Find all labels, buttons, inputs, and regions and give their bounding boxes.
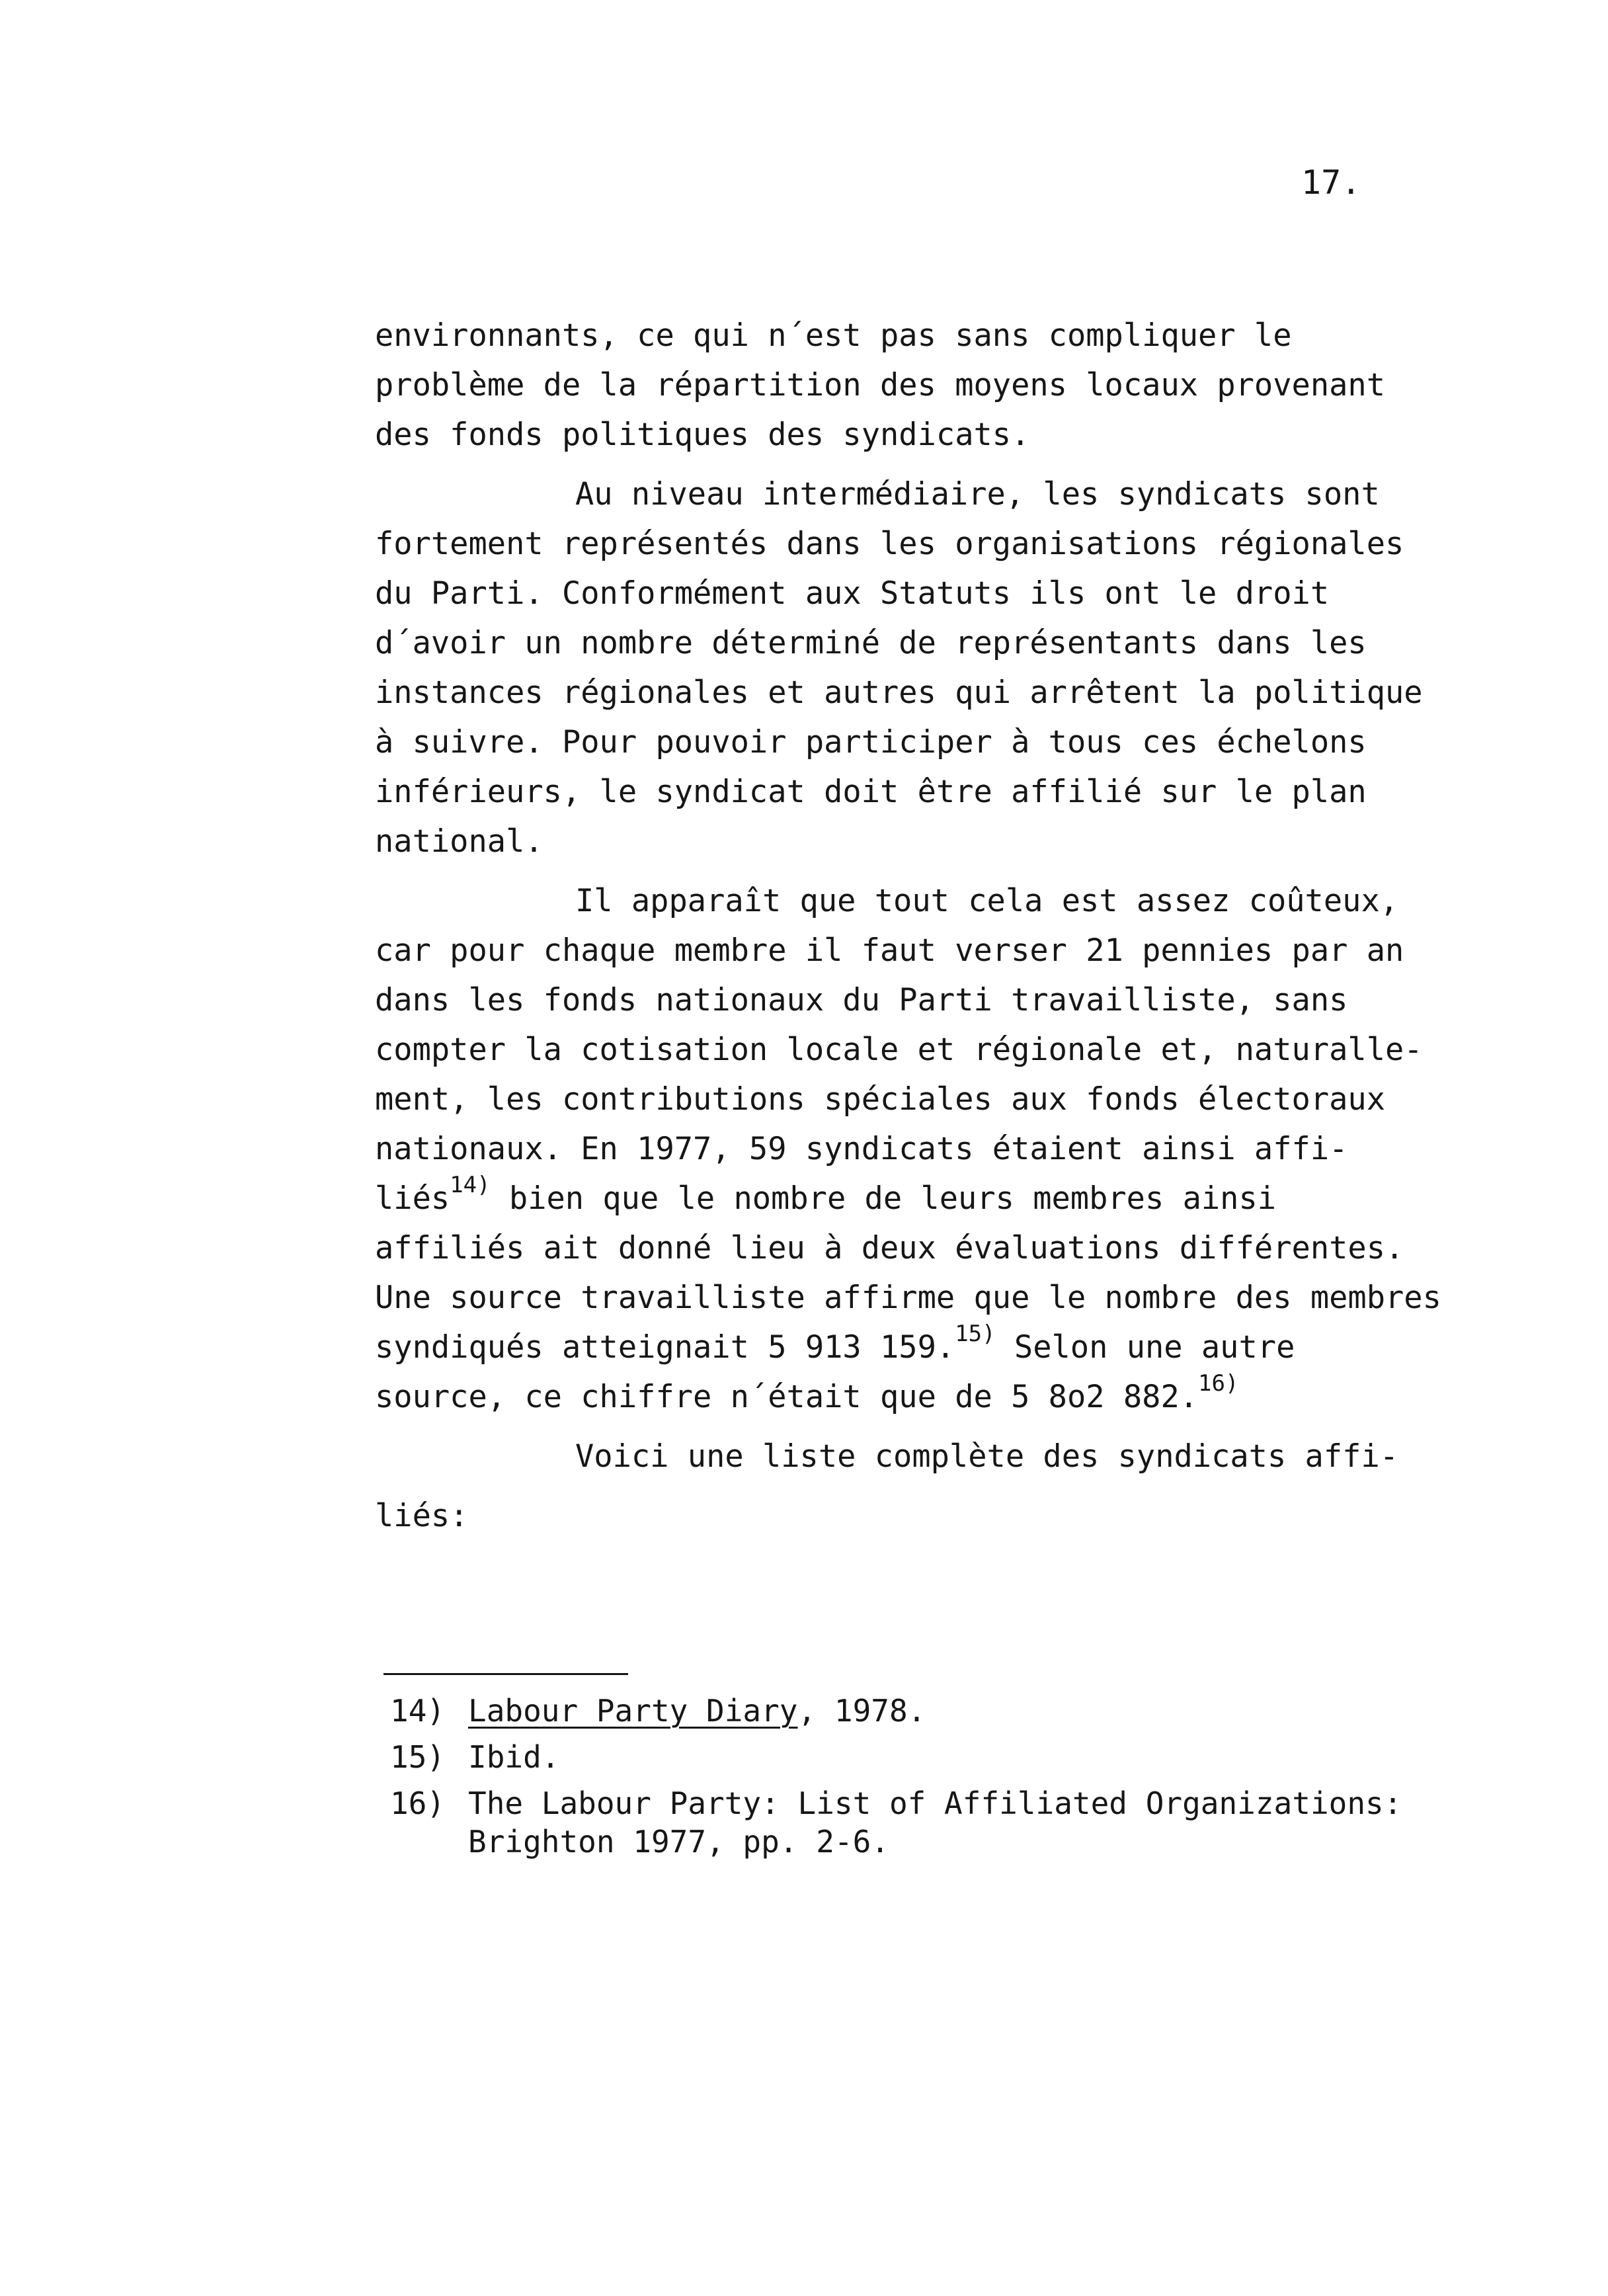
footnote-divider [383,1673,628,1675]
text-line: Une source travailliste affirme que le nombre des membres [375,1280,1441,1316]
footnote-number: 16) [390,1785,446,1821]
text-line: fortement représentés dans les organisations régionales [375,526,1404,562]
footnote-number: 15) [390,1739,446,1775]
text-line: Il apparaît que tout cela est assez coûteux, [575,883,1399,919]
text-line: national. [375,823,543,860]
text-line: du Parti. Conformément aux Statuts ils ont le droit [375,575,1330,612]
text-segment: bien que le nombre de leurs membres ainsi [490,1180,1277,1217]
text-line: inférieurs, le syndicat doit être affilié sur le plan [375,774,1367,810]
footnote-number: 14) [390,1693,446,1729]
text-segment: syndiqués atteignait 5 913 159. [375,1329,955,1366]
footnote-text: , 1978. [797,1693,926,1729]
body-text [375,311,1539,1541]
text-line [375,1174,1539,1223]
text-line: compter la cotisation locale et régionale et, naturalle- [375,1032,1423,1068]
text-line: liés: [375,1498,469,1534]
text-line: dans les fonds nationaux du Parti travailliste, sans [375,982,1348,1018]
footnotes [390,1692,1554,1869]
text-line: des fonds politiques des syndicats. [375,417,1030,453]
text-line: car pour chaque membre il faut verser 21 pennies par an [375,932,1404,969]
footnote-ref-14: 14) [450,1172,491,1199]
text-line: environnants, ce qui n´est pas sans compliquer le [375,317,1292,354]
text-segment: Selon une autre [995,1329,1295,1366]
text-line: d´avoir un nombre déterminé de représentants dans les [375,625,1367,661]
footnote-ref-16: 16) [1198,1370,1239,1397]
footnote-ref-15: 15) [955,1321,996,1348]
text-line: instances régionales et autres qui arrêtent la politique [375,675,1423,711]
footnote-text: Brighton 1977, pp. 2-6. [468,1824,889,1860]
footnote-source-title: Labour Party Diary [468,1693,798,1729]
text-segment: liés [375,1180,450,1217]
footnote-15 [390,1738,1554,1776]
text-line [375,1372,1539,1422]
footnote-14 [390,1692,1554,1730]
text-line: à suivre. Pour pouvoir participer à tous ces échelons [375,724,1367,760]
text-line: Voici une liste complète des syndicats affi- [575,1438,1399,1475]
footnote-16 [390,1784,1554,1861]
footnote-text: The Labour Party: List of Affiliated Organizations: [468,1785,1402,1821]
text-line: nationaux. En 1977, 59 syndicats étaient ainsi affi- [375,1131,1348,1167]
text-line: Au niveau intermédiaire, les syndicats sont [575,476,1380,512]
text-line: problème de la répartition des moyens locaux provenant [375,367,1386,403]
text-line: affiliés ait donné lieu à deux évaluations différentes. [375,1230,1404,1266]
text-segment: source, ce chiffre n´était que de 5 8o2 882. [375,1379,1199,1415]
footnote-text: Ibid. [468,1739,560,1775]
page-number: 17. [1301,163,1361,202]
text-line: ment, les contributions spéciales aux fonds électoraux [375,1081,1386,1118]
text-line [375,1323,1539,1372]
